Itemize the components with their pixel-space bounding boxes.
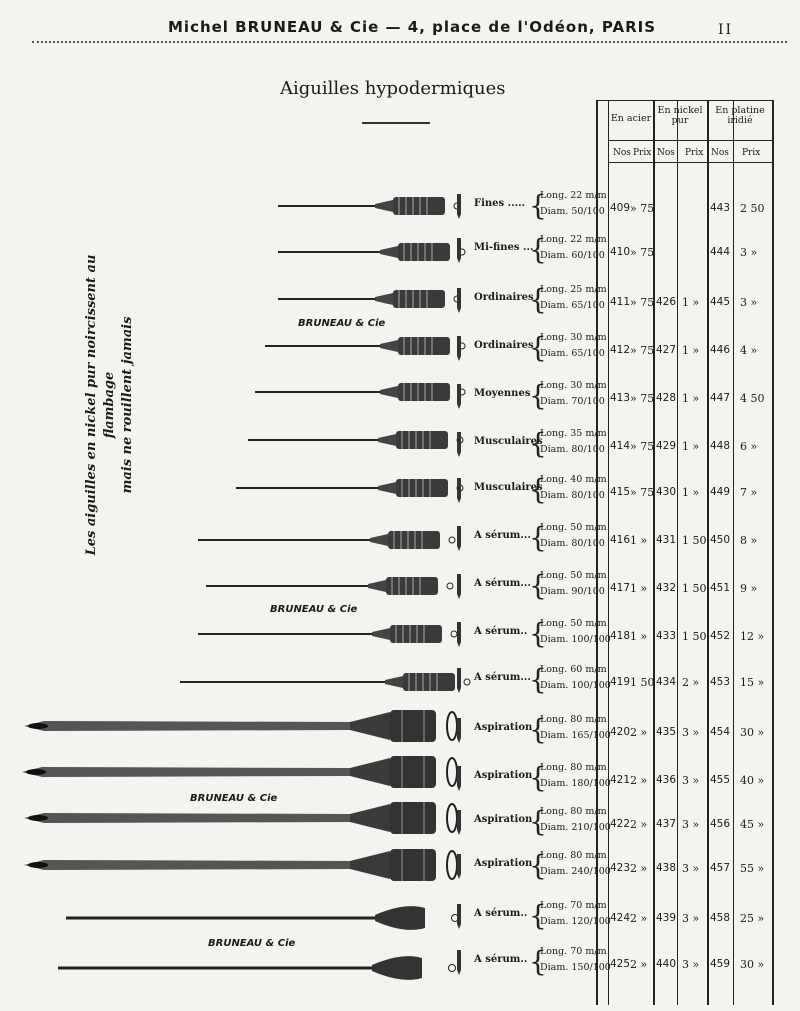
needle-tip-icon bbox=[454, 666, 464, 694]
brace-icon: { bbox=[529, 663, 547, 696]
needle-icon bbox=[198, 625, 457, 643]
nickel-price: 1 » bbox=[682, 344, 700, 357]
acier-price: 2 » bbox=[630, 726, 648, 739]
needle-length: Long. 40 m/m bbox=[540, 474, 607, 485]
needle-length: Long. 50 m/m bbox=[540, 522, 607, 533]
platine-number: 453 bbox=[710, 676, 731, 688]
nickel-number: 430 bbox=[656, 486, 677, 498]
brace-icon: { bbox=[529, 283, 547, 316]
acier-number: 410 bbox=[610, 246, 631, 258]
needle-icon bbox=[24, 710, 457, 742]
platine-price: 15 » bbox=[740, 676, 765, 689]
nickel-number: 427 bbox=[656, 344, 677, 356]
needle-type: Aspiration bbox=[474, 858, 533, 869]
platine-number: 448 bbox=[710, 440, 731, 452]
subhead-prix: Prix bbox=[685, 148, 704, 158]
platine-price: 30 » bbox=[740, 958, 765, 971]
side-note-line2: mais ne rouillent jamais bbox=[120, 316, 135, 494]
acier-number: 419 bbox=[610, 676, 631, 688]
nickel-number: 433 bbox=[656, 630, 677, 642]
needle-icon bbox=[278, 243, 465, 261]
nickel-number: 431 bbox=[656, 534, 677, 546]
platine-price: 3 » bbox=[740, 296, 758, 309]
needle-type: A sérum.. bbox=[474, 954, 528, 965]
table-rule bbox=[608, 140, 772, 141]
platine-price: 25 » bbox=[740, 912, 765, 925]
platine-price: 12 » bbox=[740, 630, 765, 643]
acier-price: » 75 bbox=[630, 486, 655, 499]
acier-price: 1 » bbox=[630, 582, 648, 595]
needle-length: Long. 70 m/m bbox=[540, 946, 607, 957]
needle-diameter: Diam. 80/100 bbox=[540, 538, 605, 549]
needle-icon bbox=[24, 802, 457, 834]
needle-length: Long. 80 m/m bbox=[540, 714, 607, 725]
nickel-price: 1 » bbox=[682, 392, 700, 405]
needle-icon bbox=[255, 383, 465, 401]
nickel-number: 434 bbox=[656, 676, 677, 688]
acier-number: 412 bbox=[610, 344, 631, 356]
brace-icon: { bbox=[529, 713, 547, 746]
table-rule bbox=[707, 100, 709, 1005]
acier-price: » 75 bbox=[630, 246, 655, 259]
needle-type: Ordinaires bbox=[474, 292, 534, 303]
platine-number: 452 bbox=[710, 630, 731, 642]
acier-price: » 75 bbox=[630, 440, 655, 453]
nickel-number: 428 bbox=[656, 392, 677, 404]
needle-tip-icon bbox=[454, 236, 464, 264]
acier-number: 415 bbox=[610, 486, 631, 498]
needle-tip-icon bbox=[454, 192, 464, 220]
nickel-price: 1 50 bbox=[682, 630, 707, 643]
needle-diameter: Diam. 100/100 bbox=[540, 680, 611, 691]
platine-number: 450 bbox=[710, 534, 731, 546]
brace-icon: { bbox=[529, 805, 547, 838]
needle-diameter: Diam. 60/100 bbox=[540, 250, 605, 261]
acier-price: » 75 bbox=[630, 392, 655, 405]
needle-type: Aspiration bbox=[474, 814, 533, 825]
table-rule bbox=[608, 162, 772, 163]
nickel-price: 3 » bbox=[682, 774, 700, 787]
platine-price: 3 » bbox=[740, 246, 758, 259]
platine-price: 9 » bbox=[740, 582, 758, 595]
needle-icon bbox=[180, 673, 470, 691]
nickel-price: 1 » bbox=[682, 440, 700, 453]
needle-type: Musculaires bbox=[474, 482, 543, 493]
acier-price: 2 » bbox=[630, 862, 648, 875]
needle-length: Long. 50 m/m bbox=[540, 570, 607, 581]
brace-icon: { bbox=[529, 233, 547, 266]
nickel-price: 3 » bbox=[682, 958, 700, 971]
needle-diameter: Diam. 240/100 bbox=[540, 866, 611, 877]
subhead-no: Nos bbox=[613, 148, 631, 158]
platine-number: 451 bbox=[710, 582, 731, 594]
needle-icon bbox=[198, 531, 455, 549]
platine-number: 458 bbox=[710, 912, 731, 924]
platine-number: 443 bbox=[710, 202, 731, 214]
needle-length: Long. 22 m/m bbox=[540, 190, 607, 201]
needle-length: Long. 35 m/m bbox=[540, 428, 607, 439]
needle-diameter: Diam. 65/100 bbox=[540, 300, 605, 311]
subhead-no: Nos bbox=[657, 148, 675, 158]
needle-diameter: Diam. 80/100 bbox=[540, 444, 605, 455]
subhead-prix: Prix bbox=[742, 148, 761, 158]
acier-number: 420 bbox=[610, 726, 631, 738]
nickel-price: 1 » bbox=[682, 296, 700, 309]
needle-diameter: Diam. 80/100 bbox=[540, 490, 605, 501]
brace-icon: { bbox=[529, 473, 547, 506]
needle-diameter: Diam. 70/100 bbox=[540, 396, 605, 407]
needle-length: Long. 60 m/m bbox=[540, 664, 607, 675]
needle-tip-icon bbox=[454, 476, 464, 504]
platine-price: 7 » bbox=[740, 486, 758, 499]
table-rule bbox=[653, 100, 655, 1005]
needle-length: Long. 22 m/m bbox=[540, 234, 607, 245]
needle-diameter: Diam. 180/100 bbox=[540, 778, 611, 789]
acier-price: 1 50 bbox=[630, 676, 655, 689]
acier-price: 1 » bbox=[630, 534, 648, 547]
acier-price: 2 » bbox=[630, 958, 648, 971]
nickel-price: 1 50 bbox=[682, 534, 707, 547]
brace-icon: { bbox=[529, 379, 547, 412]
needle-type: Fines ..... bbox=[474, 198, 526, 209]
nickel-number: 436 bbox=[656, 774, 677, 786]
platine-price: 40 » bbox=[740, 774, 765, 787]
needle-length: Long. 70 m/m bbox=[540, 900, 607, 911]
needle-icon bbox=[206, 577, 453, 595]
needle-diameter: Diam. 50/100 bbox=[540, 206, 605, 217]
acier-price: » 75 bbox=[630, 296, 655, 309]
brand-mark: BRUNEAU & Cie bbox=[208, 938, 296, 949]
acier-price: » 75 bbox=[630, 344, 655, 357]
needle-tip-icon bbox=[454, 852, 464, 880]
platine-number: 455 bbox=[710, 774, 731, 786]
brace-icon: { bbox=[529, 899, 547, 932]
acier-number: 409 bbox=[610, 202, 631, 214]
acier-number: 421 bbox=[610, 774, 631, 786]
nickel-number: 439 bbox=[656, 912, 677, 924]
nickel-number: 426 bbox=[656, 296, 677, 308]
needle-icon bbox=[66, 906, 459, 930]
needle-type: A sérum.. bbox=[474, 908, 528, 919]
subhead-no: Nos bbox=[711, 148, 729, 158]
needle-length: Long. 80 m/m bbox=[540, 850, 607, 861]
needle-type: A sérum.. bbox=[474, 626, 528, 637]
needle-diameter: Diam. 150/100 bbox=[540, 962, 611, 973]
needle-icon bbox=[278, 197, 460, 215]
table-rule bbox=[608, 100, 609, 1005]
needle-type: A sérum... bbox=[474, 578, 531, 589]
needle-tip-icon bbox=[454, 902, 464, 930]
needle-icon bbox=[24, 849, 457, 881]
nickel-price: 3 » bbox=[682, 862, 700, 875]
needle-diameter: Diam. 100/100 bbox=[540, 634, 611, 645]
needle-tip-icon bbox=[454, 716, 464, 744]
platine-number: 456 bbox=[710, 818, 731, 830]
nickel-number: 438 bbox=[656, 862, 677, 874]
needle-tip-icon bbox=[454, 286, 464, 314]
needle-tip-icon bbox=[454, 808, 464, 836]
subhead-prix: Prix bbox=[633, 148, 652, 158]
needle-type: Moyennes bbox=[474, 388, 531, 399]
brace-icon: { bbox=[529, 945, 547, 978]
brand-mark: BRUNEAU & Cie bbox=[270, 604, 358, 615]
needle-tip-icon bbox=[454, 948, 464, 976]
brace-icon: { bbox=[529, 521, 547, 554]
acier-price: 2 » bbox=[630, 912, 648, 925]
acier-number: 423 bbox=[610, 862, 631, 874]
needle-type: Mi-fines ... bbox=[474, 242, 534, 253]
nickel-number: 440 bbox=[656, 958, 677, 970]
platine-price: 2 50 bbox=[740, 202, 765, 215]
nickel-number: 429 bbox=[656, 440, 677, 452]
brace-icon: { bbox=[529, 331, 547, 364]
needle-tip-icon bbox=[454, 334, 464, 362]
acier-price: » 75 bbox=[630, 202, 655, 215]
acier-number: 422 bbox=[610, 818, 631, 830]
table-rule bbox=[677, 100, 678, 1005]
needle-length: Long. 80 m/m bbox=[540, 806, 607, 817]
nickel-price: 3 » bbox=[682, 912, 700, 925]
needle-length: Long. 30 m/m bbox=[540, 332, 607, 343]
needle-type: A sérum... bbox=[474, 530, 531, 541]
needle-tip-icon bbox=[454, 382, 464, 410]
needle-tip-icon bbox=[454, 524, 464, 552]
needle-diameter: Diam. 90/100 bbox=[540, 586, 605, 597]
needle-length: Long. 80 m/m bbox=[540, 762, 607, 773]
needle-length: Long. 25 m/m bbox=[540, 284, 607, 295]
needle-tip-icon bbox=[454, 764, 464, 792]
brace-icon: { bbox=[529, 427, 547, 460]
needle-type: Aspiration bbox=[474, 770, 533, 781]
nickel-number: 432 bbox=[656, 582, 677, 594]
platine-price: 45 » bbox=[740, 818, 765, 831]
table-border-left bbox=[596, 100, 598, 1005]
brace-icon: { bbox=[529, 617, 547, 650]
brace-icon: { bbox=[529, 849, 547, 882]
nickel-price: 1 50 bbox=[682, 582, 707, 595]
platine-price: 4 » bbox=[740, 344, 758, 357]
acier-number: 413 bbox=[610, 392, 631, 404]
nickel-price: 3 » bbox=[682, 818, 700, 831]
needle-icon bbox=[58, 956, 456, 980]
acier-price: 2 » bbox=[630, 774, 648, 787]
platine-price: 55 » bbox=[740, 862, 765, 875]
acier-number: 418 bbox=[610, 630, 631, 642]
page-number: II bbox=[718, 22, 734, 38]
needle-length: Long. 50 m/m bbox=[540, 618, 607, 629]
needle-type: Ordinaires bbox=[474, 340, 534, 351]
needle-tip-icon bbox=[454, 572, 464, 600]
platine-number: 457 bbox=[710, 862, 731, 874]
needle-icon bbox=[236, 479, 463, 497]
nickel-price: 1 » bbox=[682, 486, 700, 499]
needle-icon bbox=[248, 431, 463, 449]
table-border-right bbox=[772, 100, 774, 1005]
nickel-number: 437 bbox=[656, 818, 677, 830]
header-title: Michel BRUNEAU & Cie — 4, place de l'Odéon, PARIS bbox=[168, 18, 656, 36]
brace-icon: { bbox=[529, 569, 547, 602]
platine-price: 4 50 bbox=[740, 392, 765, 405]
col-group-nickel: En nickel pur bbox=[657, 105, 703, 126]
table-rule bbox=[596, 100, 773, 101]
platine-number: 447 bbox=[710, 392, 731, 404]
needle-icon bbox=[265, 337, 465, 355]
needle-diameter: Diam. 65/100 bbox=[540, 348, 605, 359]
acier-number: 417 bbox=[610, 582, 631, 594]
acier-number: 414 bbox=[610, 440, 631, 452]
needle-length: Long. 30 m/m bbox=[540, 380, 607, 391]
brand-mark: BRUNEAU & Cie bbox=[298, 318, 386, 329]
platine-number: 454 bbox=[710, 726, 731, 738]
acier-number: 425 bbox=[610, 958, 631, 970]
brand-mark: BRUNEAU & Cie bbox=[190, 793, 278, 804]
acier-number: 424 bbox=[610, 912, 631, 924]
platine-price: 30 » bbox=[740, 726, 765, 739]
nickel-number: 435 bbox=[656, 726, 677, 738]
platine-number: 449 bbox=[710, 486, 731, 498]
needle-tip-icon bbox=[454, 430, 464, 458]
platine-number: 459 bbox=[710, 958, 731, 970]
acier-number: 416 bbox=[610, 534, 631, 546]
platine-price: 6 » bbox=[740, 440, 758, 453]
side-note-line1: Les aiguilles en nickel pur noircissent au flambage bbox=[84, 254, 117, 556]
needle-type: Musculaires bbox=[474, 436, 543, 447]
needle-diameter: Diam. 120/100 bbox=[540, 916, 611, 927]
brace-icon: { bbox=[529, 189, 547, 222]
nickel-price: 2 » bbox=[682, 676, 700, 689]
nickel-price: 3 » bbox=[682, 726, 700, 739]
platine-price: 8 » bbox=[740, 534, 758, 547]
col-group-platine: En platine iridié bbox=[715, 105, 765, 126]
acier-price: 1 » bbox=[630, 630, 648, 643]
needle-diameter: Diam. 210/100 bbox=[540, 822, 611, 833]
needle-tip-icon bbox=[454, 620, 464, 648]
acier-number: 411 bbox=[610, 296, 631, 308]
platine-number: 446 bbox=[710, 344, 731, 356]
needle-icon bbox=[278, 290, 460, 308]
page-title: Aiguilles hypodermiques bbox=[280, 78, 506, 99]
brace-icon: { bbox=[529, 761, 547, 794]
platine-number: 444 bbox=[710, 246, 731, 258]
needle-diameter: Diam. 165/100 bbox=[540, 730, 611, 741]
needle-icon bbox=[22, 756, 457, 788]
col-group-acier: En acier bbox=[610, 113, 652, 124]
acier-price: 2 » bbox=[630, 818, 648, 831]
needle-type: Aspiration bbox=[474, 722, 533, 733]
needle-type: A sérum... bbox=[474, 672, 531, 683]
table-rule bbox=[733, 100, 734, 1005]
platine-number: 445 bbox=[710, 296, 731, 308]
